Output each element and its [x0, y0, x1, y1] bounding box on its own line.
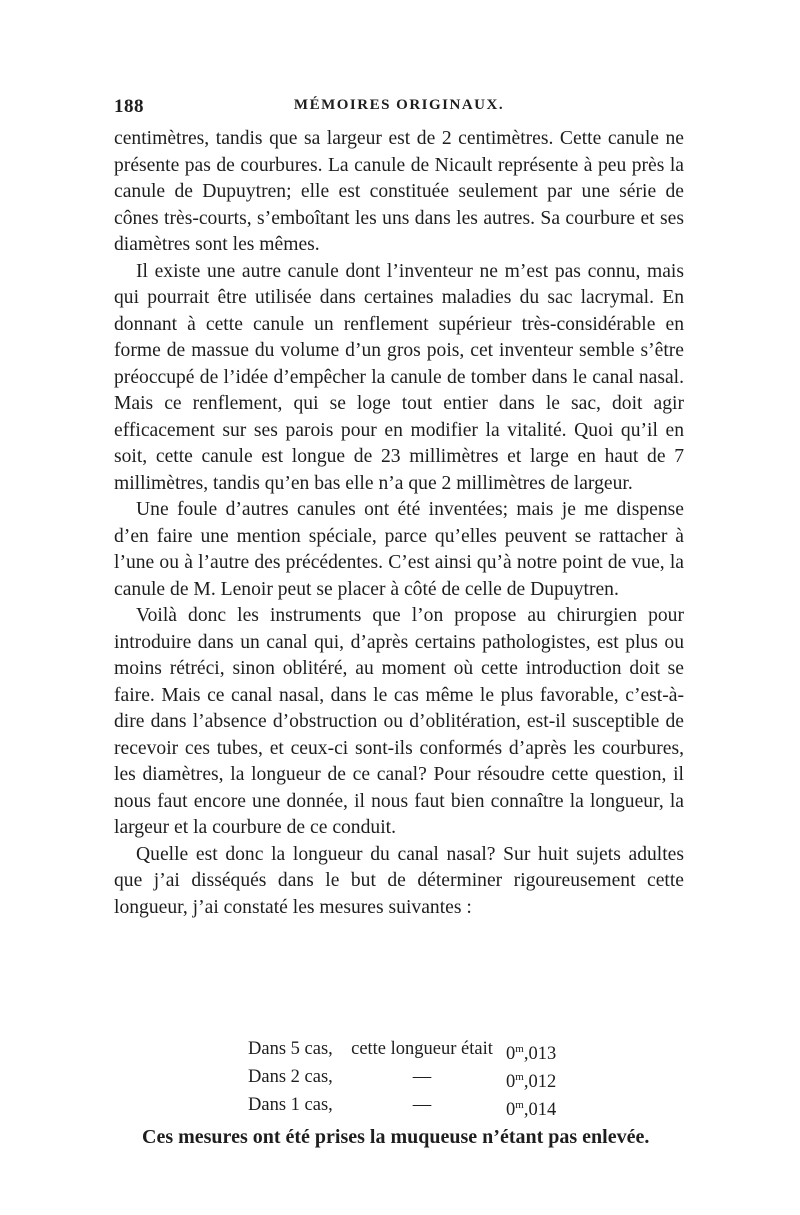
measurement-value: 0$^m$,014 [506, 1099, 557, 1121]
measurement-value: 0$^m$,013 [506, 1043, 557, 1065]
paragraph: Une foule d’autres canules ont été inventées; mais je me dispense d’en faire une mention spéciale, parce qu’elles peuvent se rattacher à l’une ou à l’autre des précédentes. C’est ainsi qu’à notre point de vue, la canule de M. Lenoir peut se placer à côté de celle de Dupuytren. [114, 499, 684, 600]
measurement-value: 0$^m$,012 [506, 1071, 557, 1093]
running-head: MÉMOIRES ORIGINAUX. [293, 97, 505, 113]
measurement-text: — [412, 1067, 432, 1088]
closing-sentence: Ces mesures ont été prises la muqueuse n’étant pas enlevée. [142, 1126, 650, 1148]
paragraph: Quelle est donc la longueur du canal nasal? Sur huit sujets adultes que j’ai disséqués dans le but de déterminer rigoureusement cette longueur, j’ai constaté les mesures suivantes : [114, 843, 684, 918]
measurement-row [248, 1066, 576, 1094]
paragraph-continuation: centimètres, tandis que sa largeur est de 2 centimètres. Cette canule ne présente pas de courbures. La canule de Nicault représente à peu près la canule de Dupuytren; elle est constituée seulement par une série de cônes très-courts, s’emboîtant les uns dans les autres. Sa courbure et ses diamètres sont les mêmes. [114, 128, 684, 255]
page-header [114, 96, 684, 120]
paragraph: Voilà donc les instruments que l’on propose au chirurgien pour introduire dans un canal qui, d’après certains pathologistes, est plus ou moins rétréci, sinon oblitéré, au moment où cette introduction doit se faire. Mais ce canal nasal, dans le cas même le plus favorable, c’est-à-dire dans l’absence d’obstruction ou d’oblitération, est-il susceptible de recevoir ces tubes, et ceux-ci sont-ils conformés d’après les courbures, les diamètres, la longueur de ce canal? Pour résoudre cette question, il nous faut encore une donnée, il nous faut bien connaître la longueur, la largeur et la courbure de ce conduit. [114, 605, 684, 838]
body-text [114, 126, 684, 921]
measurement-text: cette longueur était [351, 1039, 493, 1059]
measurement-row [248, 1094, 576, 1122]
measurements-table [248, 1038, 576, 1122]
measurement-label: Dans 5 cas, [248, 1039, 333, 1059]
page-number: 188 [114, 96, 144, 117]
measurement-text: — [412, 1095, 432, 1116]
paragraph: Il existe une autre canule dont l’inventeur ne m’est pas connu, mais qui pourrait être utilisée dans certaines maladies du sac lacrymal. En donnant à cette canule un renflement supérieur très-considérable en forme de massue du volume d’un gros pois, cet inventeur semble s’être préoccupé de l’idée d’empêcher la canule de tomber dans le canal nasal. Mais ce renflement, qui se loge tout entier dans le sac, doit agir efficacement sur ses parois pour en modifier la vitalité. Quoi qu’il en soit, cette canule est longue de 23 millimètres et large en haut de 7 millimètres, tandis qu’en bas elle n’a que 2 millimètres de largeur. [114, 260, 684, 494]
measurement-label: Dans 2 cas, [248, 1067, 333, 1088]
measurement-row [248, 1038, 576, 1066]
measurement-label: Dans 1 cas, [248, 1095, 333, 1116]
